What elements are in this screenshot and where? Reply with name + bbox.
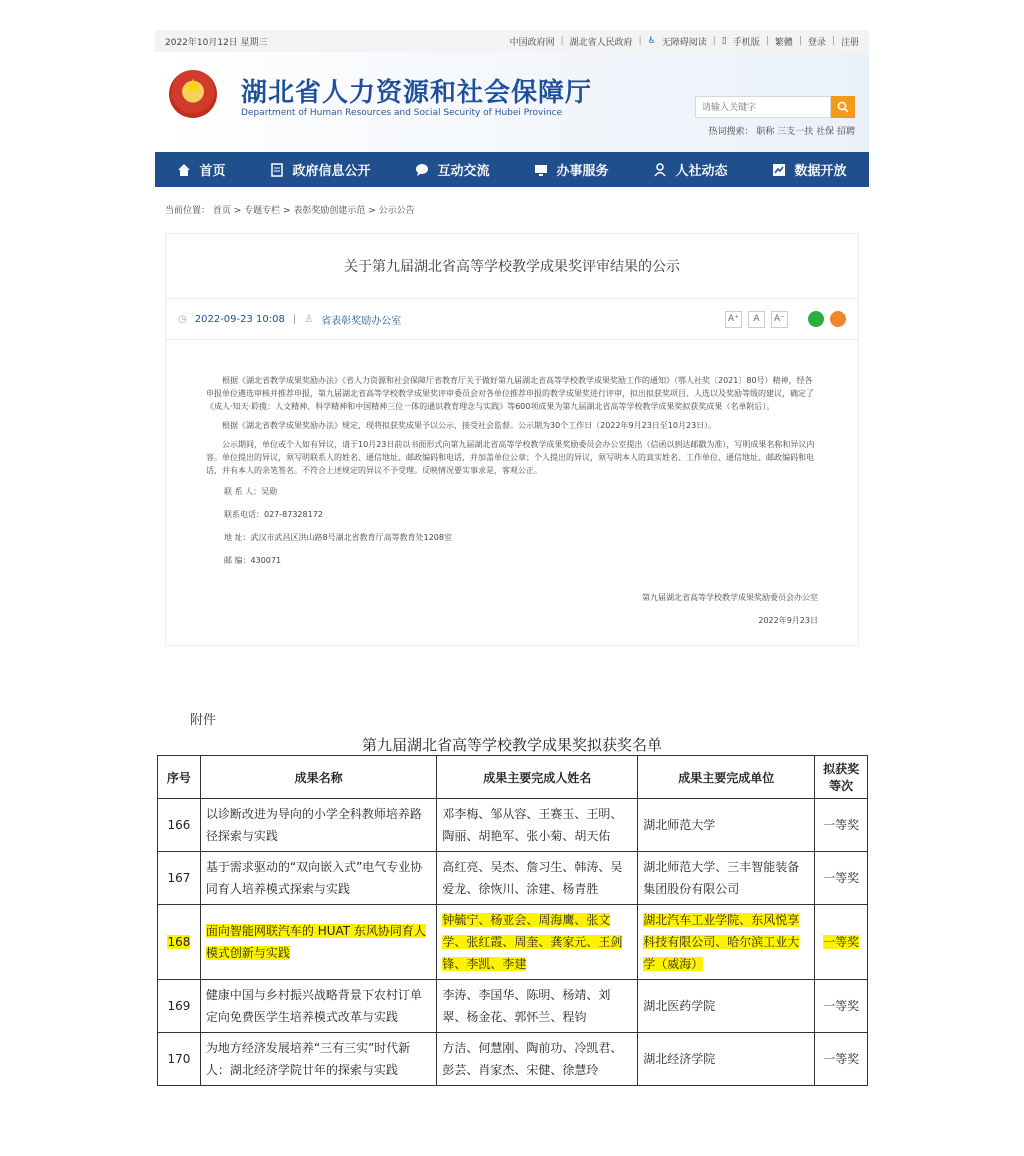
col-header-unit: 成果主要完成单位 — [638, 756, 815, 799]
link-gov-cn[interactable]: 中国政府网 — [509, 37, 555, 48]
article-title: 关于第九届湖北省高等学校教学成果奖评审结果的公示 — [166, 234, 858, 299]
site-title[interactable]: 湖北省人力资源和社会保障厅 — [241, 78, 593, 108]
cell-people: 邓李梅、邹从容、王赛玉、王明、陶丽、胡艳军、张小菊、胡天佑 — [437, 799, 638, 852]
cell-people: 高红亮、吴杰、詹习生、韩涛、吴爱龙、徐恢川、涂建、杨青胜 — [437, 852, 638, 905]
document-icon — [270, 163, 284, 177]
link-login[interactable]: 登录 — [807, 37, 826, 48]
nav-gov-info[interactable] — [270, 160, 370, 179]
col-header-no: 序号 — [158, 756, 201, 799]
cell-award: 一等奖 — [815, 1033, 868, 1086]
top-bar — [155, 30, 869, 52]
col-header-name: 成果名称 — [200, 756, 436, 799]
cell-name: 为地方经济发展培养“三有三实”时代新人：湖北经济学院廿年的探索与实践 — [200, 1033, 436, 1086]
contact-zip: 邮 编：430071 — [224, 556, 282, 565]
nav-gov-info-label: 政府信息公开 — [292, 164, 371, 179]
cell-unit: 湖北医药学院 — [638, 980, 815, 1033]
highlight-unit: 湖北汽车工业学院、东风悦享科技有限公司、哈尔滨工业大学（威海） — [643, 913, 800, 971]
cell-award — [815, 905, 868, 980]
hot-search[interactable]: 热词搜索： 职称 三支一扶 社保 招聘 — [708, 127, 855, 137]
site-subtitle: Department of Human Resources and Social Security of Hubei Province — [241, 108, 563, 118]
article-datetime: 2022-09-23 10:08 — [194, 313, 285, 325]
link-traditional[interactable]: 繁體 — [774, 37, 793, 48]
highlight-no: 168 — [167, 935, 191, 949]
site-header — [155, 52, 869, 152]
nav-interaction-label: 互动交流 — [437, 164, 490, 179]
col-header-people: 成果主要完成人姓名 — [437, 756, 638, 799]
cell-no: 169 — [158, 980, 201, 1033]
cell-no: 170 — [158, 1033, 201, 1086]
contact-info — [224, 485, 818, 567]
attachment-label: 附件 — [190, 713, 217, 728]
col-header-award: 拟获奖等次 — [815, 756, 868, 799]
nav-open-data[interactable] — [772, 160, 846, 179]
article-card — [165, 233, 859, 646]
contact-address: 地 址：武汉市武昌区洪山路8号湖北省教育厅高等教育处1208室 — [224, 533, 452, 542]
cell-unit: 湖北师范大学 — [638, 799, 815, 852]
search-button[interactable] — [831, 96, 855, 118]
nav-home-label: 首页 — [199, 164, 226, 179]
wechat-share-icon[interactable] — [808, 311, 824, 327]
link-register[interactable]: 注册 — [840, 37, 859, 48]
contact-phone: 联系电话：027-87328172 — [224, 510, 323, 519]
contact-person: 联 系 人：吴勋 — [224, 487, 278, 496]
cell-no: 166 — [158, 799, 201, 852]
nav-open-data-label: 数据开放 — [794, 164, 847, 179]
link-hubei-gov[interactable]: 湖北省人民政府 — [569, 37, 633, 48]
cell-name — [200, 905, 436, 980]
table-row — [158, 852, 868, 905]
cell-unit: 湖北经济学院 — [638, 1033, 815, 1086]
weibo-share-icon[interactable] — [830, 311, 846, 327]
article-meta: ◷ 2022-09-23 10:08 | ♙ 省表彰奖励办公室 A⁺ A A⁻ — [166, 299, 858, 340]
portal-page — [155, 30, 869, 646]
article-source: 省表彰奖励办公室 — [321, 315, 402, 327]
highlight-award: 一等奖 — [823, 935, 860, 949]
link-accessibility[interactable]: 无障碍阅读 — [661, 37, 707, 48]
accessibility-icon: ♿ — [647, 36, 656, 46]
cell-no — [158, 905, 201, 980]
nav-news[interactable] — [653, 160, 727, 179]
home-icon — [177, 163, 191, 177]
article-body — [166, 340, 858, 645]
search-input[interactable] — [695, 96, 831, 118]
cell-name: 基于需求驱动的“双向嵌入式”电气专业协同育人培养模式探索与实践 — [200, 852, 436, 905]
table-row — [158, 799, 868, 852]
cell-award: 一等奖 — [815, 852, 868, 905]
article-paragraph: 公示期间，单位或个人如有异议，请于10月23日前以书面形式向第九届湖北省高等学校教学成果奖励委员会办公室提出（信函以到达邮戳为准），写明成果名称和异议内容。单位提出的异议，须写明联系人的姓名、通信地址、邮政编码和电话，并加盖单位公章；个人提出的异议，须写明本人的真实姓名、工作单位、通信地址、邮政编码和电话，并有本人的亲笔签名。不符合上述规定的异议不予受理。反映情况要实事求是，客观公正。 — [206, 440, 815, 475]
search-box — [695, 96, 855, 118]
signature-date: 2022年9月23日 — [758, 616, 818, 625]
font-smaller-button[interactable]: A⁻ — [771, 311, 788, 328]
emblem-star-icon: ★ — [184, 74, 202, 98]
link-mobile[interactable]: 手机版 — [732, 37, 760, 48]
font-larger-button[interactable]: A⁺ — [725, 311, 742, 328]
cell-award: 一等奖 — [815, 980, 868, 1033]
article-paragraph: 根据《湖北省教学成果奖励办法》《省人力资源和社会保障厅省教育厅关于做好第九届湖北省高等学校教学成果奖励工作的通知》（鄂人社奖〔2021〕80号）精神，经各申报单位遴选审核并推荐申报，第九届湖北省高等学校教学成果奖评审委员会对各单位推荐申报的教学成果奖进行评审，拟出拟获奖项目、人选以及奖励等级的建议，确定了《成人·知天·聆揽：人文精神、科学精神和中国精神三位一体的通识教育理念与实践》等600项成果为第九届湖北省高等学校教学成果奖拟获奖成果（名单附后）。 — [206, 376, 814, 411]
cell-no: 167 — [158, 852, 201, 905]
nav-news-label: 人社动态 — [675, 164, 728, 179]
top-links: 中国政府网 | 湖北省人民政府 | ♿ 无障碍阅读 | ▯ 手机版 | 繁體 | 登录 | 注册 — [509, 36, 859, 48]
source-icon: ♙ — [304, 313, 314, 325]
font-normal-button[interactable]: A — [748, 311, 765, 328]
font-size-controls — [725, 311, 846, 328]
chart-icon — [772, 163, 786, 177]
award-table — [157, 755, 868, 1086]
signature — [206, 591, 818, 627]
cell-unit: 湖北师范大学、三丰智能装备集团股份有限公司 — [638, 852, 815, 905]
current-date: 2022年10月12日 星期三 — [165, 37, 268, 48]
article-paragraph: 根据《湖北省教学成果奖励办法》规定，现将拟获奖成果予以公示，接受社会监督。公示期为30个工作日（2022年9月23日至10月23日）。 — [222, 421, 717, 430]
list-title: 第九届湖北省高等学校教学成果奖拟获奖名单 — [361, 736, 662, 754]
cell-people — [437, 905, 638, 980]
signature-org: 第九届湖北省高等学校教学成果奖励委员会办公室 — [642, 593, 818, 602]
nav-services-label: 办事服务 — [556, 164, 609, 179]
main-nav — [155, 152, 869, 187]
person-icon — [653, 163, 667, 177]
cell-award: 一等奖 — [815, 799, 868, 852]
table-row — [158, 1033, 868, 1086]
cell-people: 方洁、何慧刚、陶前功、冷凯君、彭芸、肖家杰、宋健、徐慧玲 — [437, 1033, 638, 1086]
cell-unit — [638, 905, 815, 980]
cell-name: 以诊断改进为导向的小学全科教师培养路径探索与实践 — [200, 799, 436, 852]
breadcrumb[interactable]: 当前位置： 首页 > 专题专栏 > 表彰奖励创建示范 > 公示公告 — [165, 206, 415, 216]
table-header-row — [158, 756, 868, 799]
cell-name: 健康中国与乡村振兴战略背景下农村订单定向免费医学生培养模式改革与实践 — [200, 980, 436, 1033]
nav-home[interactable] — [177, 160, 225, 179]
highlight-name: 面向智能网联汽车的 HUAT 东风协同育人模式创新与实践 — [205, 924, 426, 960]
mobile-icon: ▯ — [721, 36, 727, 46]
table-row — [158, 980, 868, 1033]
nav-services[interactable] — [534, 160, 608, 179]
chat-bubble-icon — [415, 163, 429, 177]
monitor-icon — [534, 163, 548, 177]
nav-interaction[interactable] — [415, 160, 489, 179]
table-row-highlighted — [158, 905, 868, 980]
highlight-people: 钟毓宁、杨亚会、周海鹰、张文学、张红霞、周奎、龚家元、王剑锋、李凯、李建 — [442, 913, 623, 971]
search-icon — [837, 101, 849, 113]
cell-people: 李涛、李国华、陈明、杨靖、刘翠、杨金花、郭怀兰、程钧 — [437, 980, 638, 1033]
clock-icon: ◷ — [178, 313, 187, 325]
